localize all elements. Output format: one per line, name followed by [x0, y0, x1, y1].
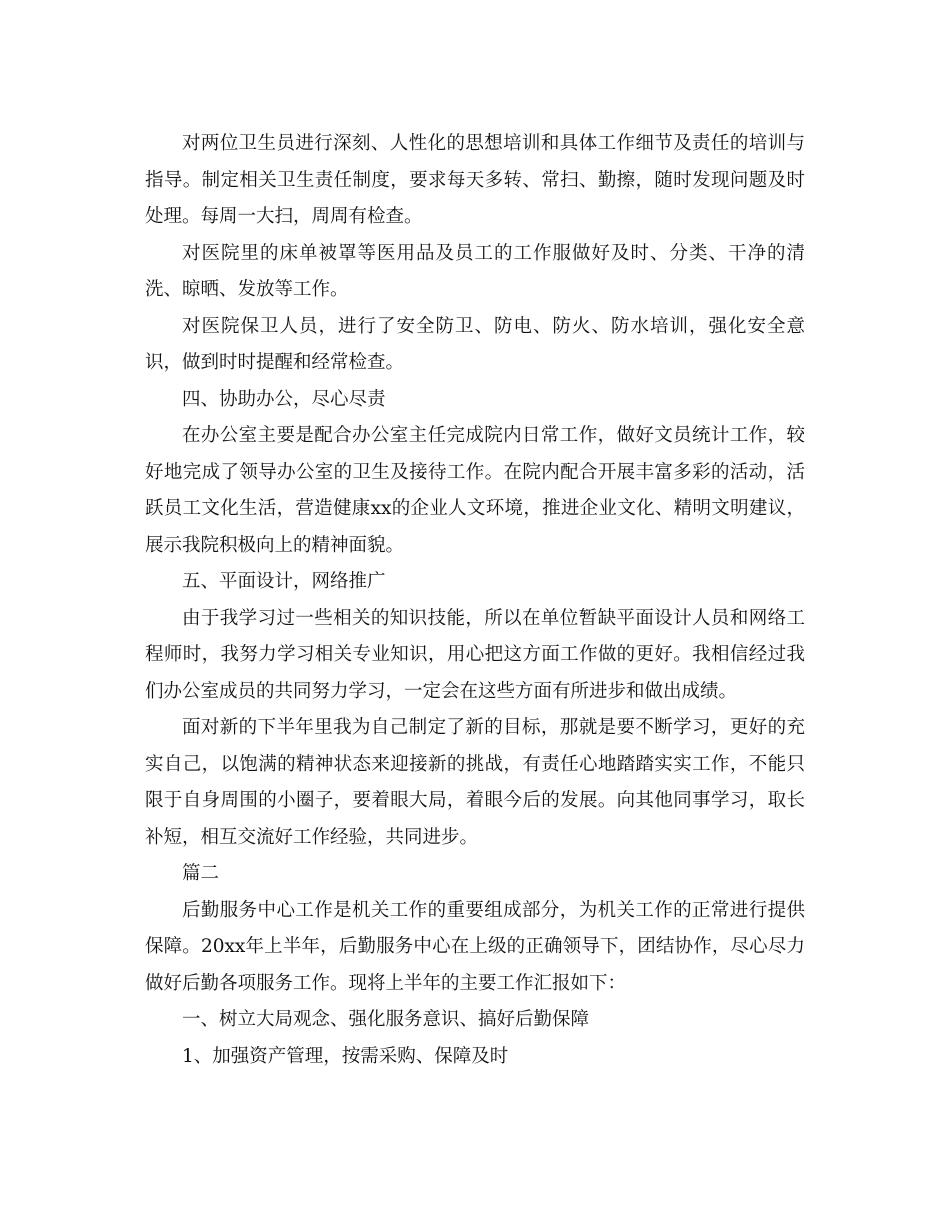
section-heading-graphic-design: 五、平面设计，网络推广 — [182, 571, 386, 592]
paragraph-logistics-intro: 后勤服务中心工作是机关工作的重要组成部分，为机关工作的正常进行提供保障。20xx年上半年，后勤服务中心在上级的正确领导下，团结协作，尽心尽力做好后勤各项服务工作。现将上半年的主要工作汇报如下： — [145, 899, 805, 994]
paragraph-security-training: 对医院保卫人员，进行了安全防卫、防电、防火、防水培训，强化安全意识，做到时时提醒和经常检查。 — [145, 315, 805, 373]
paragraph-office-work: 在办公室主要是配合办公室主任完成院内日常工作，做好文员统计工作，较好地完成了领导办公室的卫生及接待工作。在院内配合开展丰富多彩的活动，活跃员工文化生活，营造健康xx的企业人文环境，推进企业文化、精明文明建议，展示我院积极向上的精神面貌。 — [145, 425, 805, 556]
section-heading-logistics-one: 一、树立大局观念、强化服务意识、搞好后勤保障 — [182, 1009, 590, 1030]
paragraph-design-skills: 由于我学习过一些相关的知识技能，所以在单位暂缺平面设计人员和网络工程师时，我努力学习相关专业知识，用心把这方面工作做的更好。我相信经过我们办公室成员的共同努力学习，一定会在这些方面有所进步和做出成绩。 — [145, 607, 805, 702]
subsection-heading-asset-management: 1、加强资产管理，按需采购、保障及时 — [182, 1045, 509, 1067]
paragraph-cleaning-training: 对两位卫生员进行深刻、人性化的思想培训和具体工作细节及责任的培训与指导。制定相关卫生责任制度，要求每天多转、常扫、勤擦，随时发现问题及时处理。每周一大扫，周周有检查。 — [145, 133, 805, 227]
section-heading-office-assist: 四、协助办公，尽心尽责 — [182, 388, 386, 410]
part-heading-two: 篇二 — [182, 863, 220, 884]
paragraph-laundry: 对医院里的床单被罩等医用品及员工的工作服做好及时、分类、干净的清洗、晾晒、发放等工作。 — [145, 242, 805, 300]
document-body — [145, 126, 805, 1075]
paragraph-future-goals: 面对新的下半年里我为自己制定了新的目标，那就是要不断学习，更好的充实自己，以饱满的精神状态来迎接新的挑战，有责任心地踏踏实实工作，不能只限于自身周围的小圈子，要着眼大局，着眼今后的发展。向其他同事学习，取长补短，相互交流好工作经验，共同进步。 — [145, 717, 805, 848]
